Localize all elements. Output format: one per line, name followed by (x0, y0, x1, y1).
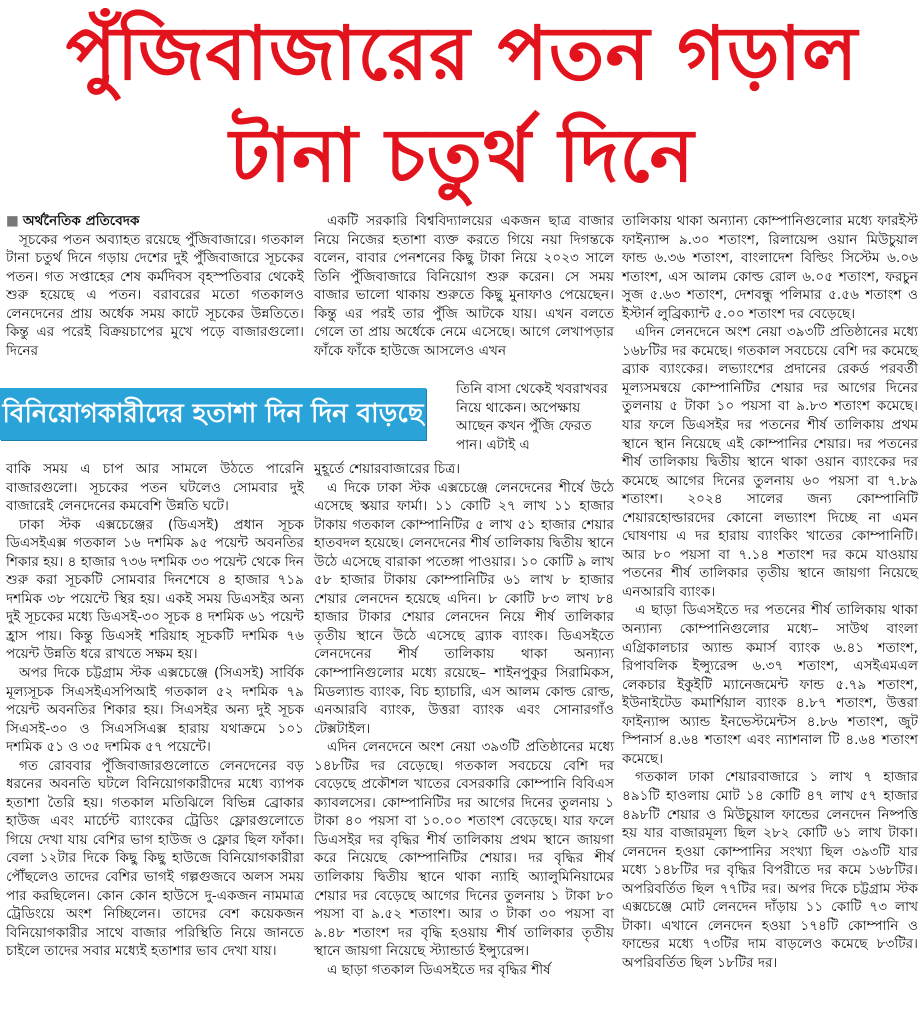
paragraph: অপর দিকে চট্টগ্রাম স্টক এক্সচেঞ্জে (সিএসই) সার্বিক মূল্যসূচক সিএসইএসপিআই গতকাল ৫২ দশমিক ৭৯ পয়েন্ট অবনতির শিকার হয়। সিএসইর অন্য দুই সূচক সিএসই-৩০ ও সিএসসিএক্স হারায় যথাক্রমে ১০১ দশমিক ৫১ ও ৩৫ দশমিক ৫৭ পয়েন্টে। (6, 665, 304, 756)
paragraph: গতকাল ঢাকা শেয়ারবাজারে ১ লাখ ৭ হাজার ৪৯১টি হাওলায় মোট ১৪ কোটি ৪৭ লাখ ৫৭ হাজার ৪৯৮টি শেয়ার ও মিউচুয়াল ফান্ডের লেনদেন নিষ্পত্তি হয় যার বাজারমূল্য ছিল ২৮২ কোটি ৬১ লাখ টাকা। লেনদেন হওয়া কোম্পানির সংখ্যা ছিল ৩৯৩টি যার মধ্যে ১৪৮টির দর বৃদ্ধির বিপরীতে দর কমে ১৬৮টির। অপরিবর্তিত ছিল ৭৭টির দর। অপর দিকে চট্টগ্রাম স্টক এক্সচেঞ্জে মোট লেনদেন দাঁড়ায় ১১ কোটি ৭৩ লাখ টাকা। এখানে লেনদেন হওয়া ১৭৪টি কোম্পানি ও ফান্ডের মধ্যে ৭৩টির দাম বাড়লেও কমেছে ৮৩টির। অপরিবর্তিত ছিল ১৮টির দর। (622, 769, 918, 971)
byline (6, 212, 304, 231)
paragraph: বাকি সময় এ চাপ আর সামলে উঠতে পারেনি বাজারগুলো। সূচকের পতন ঘটলেও সোমবার দুই বাজারেই লেনদেনের কমবেশি উন্নতি ঘটে। (6, 461, 304, 515)
paragraph: মুহূর্তে শেয়ারবাজারের চিত্র। (314, 461, 461, 477)
column-2-top (314, 212, 614, 360)
column-3 (622, 212, 918, 972)
byline-text: অর্থনৈতিক প্রতিবেদক (22, 213, 140, 229)
headline (0, 2, 924, 206)
paragraph: এদিন লেনদেনে অংশ নেয়া ৩৯৩টি প্রতিষ্ঠানের মধ্যে ১৪৮টির দর বেড়েছে। গতকাল সবচেয়ে বেশি দর বেড়েছে প্রকৌশল খাতের বেসরকারি কোম্পানি বিবিএস ক্যাবলসের। কোম্পানিটির দর আগের দিনের তুলনায় ১ টাকা ৪০ পয়সা বা ১০.০০ শতাংশ বেড়েছে। যার ফলে ডিএসইর দর বৃদ্ধির শীর্ষ তালিকায় প্রথম স্থানে জায়গা করে নিয়েছে কোম্পানিটির শেয়ার। দর বৃদ্ধির শীর্ষ তালিকায় দ্বিতীয় স্থানে থাকা ন্যাহি অ্যালুমিনিয়ামের শেয়ার দর বেড়েছে আগের দিনের তুলনায় ১ টাকা ৮০ পয়সা বা ৯.৫২ শতাংশ। আর ৩ টাকা ৩০ পয়সা বা ৯.৪৮ শতাংশ দর বৃদ্ধি হওয়ায় শীর্ষ তালিকার তৃতীয় স্থানে জায়গা নিয়েছে স্ট্যান্ডার্ড ইন্স্যুরেন্স। (314, 739, 614, 960)
callout-banner: বিনিয়োগকারীদের হতাশা দিন দিন বাড়ছে (0, 388, 426, 440)
paragraph: ঢাকা স্টক এক্সচেঞ্জের (ডিএসই) প্রধান সূচক ডিএসইএক্স গতকাল ১৬ দশমিক ৯৫ পয়েন্ট অবনতির শিকার হয়। ৪ হাজার ৭৩৬ দশমিক ৩৩ পয়েন্ট থেকে দিন শুরু করা সূচকটি সোমবার দিনশেষে ৪ হাজার ৭১৯ দশমিক ৩৮ পয়েন্টে স্থির হয়। একই সময় ডিএসইর অন্য দুই সূচকের মধ্যে ডিএসই-৩০ সূচক ৪ দশমিক ৬১ পয়েন্ট হ্রাস পায়। কিন্তু ডিএসই শরিয়াহ সূচকটি দশমিক ৭৬ পয়েন্ট উন্নতি ধরে রাখতে সক্ষম হয়। (6, 516, 304, 663)
paragraph: এ ছাড়া ডিএসইতে দর পতনের শীর্ষ তালিকায় থাকা অন্যান্য কোম্পানিগুলোর মধ্যে– সাউথ বাংলা এগ্রিকালচার অ্যান্ড কমার্স ব্যাংক ৬.৪১ শতাংশ, রিপাবলিক ইন্স্যুরেন্স ৬.৩৭ শতাংশ, এসইএমএল লেকচার ইকুইটি ম্যানেজমেন্ট ফান্ড ৫.৭৯ শতাংশ, ইউনাইটেড কমার্শিয়াল ব্যাংক ৪.৮৭ শতাংশ, উত্তরা ফাইন্যান্স অ্যান্ড ইনভেস্টমেন্টস ৪.৮৬ শতাংশ, জুট স্পিনার্স ৪.৬৪ শতাংশ এবং ন্যাশনাল টি ৪.৬৪ শতাংশ কমেছে। (622, 602, 918, 767)
paragraph: তালিকায় থাকা অন্যান্য কোম্পানিগুলোর মধ্যে ফারইস্ট ফাইন্যান্স ৯.৩০ শতাংশ, রিলায়েন্স ওয়ান মিউচুয়াল ফান্ড ৬.৩৬ শতাংশ, বাংলাদেশ বিল্ডিং সিস্টেম ৬.০৬ শতাংশ, এস আলম কোল্ড রোল ৬.০৫ শতাংশ, ফরচুন সুজ ৫.৬৩ শতাংশ, দেশবন্ধু পলিমার ৫.৫৬ শতাংশ ও ইস্টার্ন লুব্রিক্যান্ট ৫.০০ শতাংশ দর বেড়েছে। (622, 213, 918, 322)
column-2-wrap (456, 380, 614, 454)
column-2-bottom (314, 460, 614, 979)
paragraph: তিনি বাসা থেকেই খবরাখবর নিয়ে থাকেন। অপেক্ষায় আছেন কখন পুঁজি ফেরত পান। এটাই এ (456, 381, 608, 453)
column-1-top (6, 212, 304, 360)
paragraph: সূচকের পতন অব্যাহত রয়েছে পুঁজিবাজারে। গতকাল টানা চতুর্থ দিনে গড়ায় দেশের দুই পুঁজিবাজারে সূচকের পতন। গত সপ্তাহের শেষ কর্মদিবস বৃহস্পতিবার থেকেই শুরু হয়েছে এ পতন। বরাবরের মতো গতকালও লেনদেনের প্রায় অর্ধেক সময় কাটে সূচকের উন্নতিতে। কিন্তু এর পরেই বিক্রয়চাপের মুখে পড়ে বাজারগুলো। দিনের (6, 231, 304, 359)
paragraph: এ দিকে ঢাকা স্টক এক্সচেঞ্জে লেনদেনের শীর্ষে উঠে এসেছে স্কয়ার ফার্মা। ১১ কোটি ২৭ লাখ ১১ হাজার টাকায় গতকাল কোম্পানিটির ৫ লাখ ৫১ হাজার শেয়ার হাতবদল হয়েছে। লেনদেনের শীর্ষ তালিকায় দ্বিতীয় স্থানে উঠে এসেছে বারাকা পতেঙ্গা পাওয়ার। ১০ কোটি ৯ লাখ ৫৮ হাজার টাকায় কোম্পানিটির ৬১ লাখ ৮ হাজার শেয়ার লেনদেন হয়েছে এদিন। ৮ কোটি ৮৩ লাখ ৮৪ হাজার টাকার শেয়ার লেনদেন নিয়ে শীর্ষ তালিকার তৃতীয় স্থানে উঠে এসেছে ব্র্যাক ব্যাংক। ডিএসইতে লেনদেনের শীর্ষ তালিকায় থাকা অন্যান্য কোম্পানিগুলোর মধ্যে রয়েছে– শাইনপুকুর সিরামিকস, মিডল্যান্ড ব্যাংক, বিচ হ্যাচারি, এস আলম কোল্ড রোল্ড, এনআরবি ব্যাংক, উত্তরা ব্যাংক এবং সোনারগাঁও টেক্সটাইল। (314, 479, 614, 737)
headline-line-1: পুঁজিবাজারের পতন গড়াল (65, 11, 859, 97)
paragraph: এদিন লেনদেনে অংশ নেয়া ৩৯৩টি প্রতিষ্ঠানের মধ্যে ১৬৮টির দর কমেছে। গতকাল সবচেয়ে বেশি দর কমেছে ব্র্যাক ব্যাংকের। লভ্যাংশের প্রদানের রেকর্ড পরবর্তী মূল্যসমন্বয়ে কোম্পানিটির শেয়ার দর আগের দিনের তুলনায় ৫ টাকা ১০ পয়সা বা ৯.৮৩ শতাংশ কমেছে। যার ফলে ডিএসইর দর পতনের শীর্ষ তালিকায় প্রথম স্থানে স্থান নিয়েছে এই কোম্পানির শেয়ার। দর পতনের শীর্ষ তালিকায় দ্বিতীয় স্থানে থাকা ওয়ান ব্যাংকের দর কমেছে আগের দিনের তুলনায় ৬০ পয়সা বা ৭.৮৯ শতাংশ। ২০২৪ সালের জন্য কোম্পানিটি শেয়ারহোল্ডারদের কোনো লভ্যাংশ দিচ্ছে না এমন ঘোষণায় এ দর হারায় ব্যাংকিং খাতের কোম্পানিটি। আর ৮০ পয়সা বা ৭.১৪ শতাংশ দর কমে যাওয়ায় পতনের শীর্ষ তালিকার তৃতীয় স্থানে জায়গা নিয়েছে এনআরবি ব্যাংক। (622, 324, 918, 600)
headline-line-2: টানা চতুর্থ দিনে (229, 113, 695, 199)
paragraph: একটি সরকারি বিশ্ববিদ্যালয়ের একজন ছাত্র বাজার নিয়ে নিজের হতাশা ব্যক্ত করতে গিয়ে নয়া দিগন্তকে বলেন, বাবার পেনশনের কিছু টাকা নিয়ে ২০২৩ সালে তিনি পুঁজিবাজারে বিনিয়োগ শুরু করেন। সে সময় বাজার ভালো থাকায় শুরুতে কিছু মুনাফাও পেয়েছেন। কিন্তু এর পরই তার পুঁজি আটকে যায়। এখন বলতে গেলে তা প্রায় অর্ধেকে নেমে এসেছে। আগে লেখাপড়ার ফাঁকে ফাঁকে হাউজে আসলেও এখন (314, 213, 614, 359)
column-1-bottom (6, 460, 304, 961)
bullet-icon: ■ (6, 213, 19, 229)
paragraph: এ ছাড়া গতকাল ডিএসইতে দর বৃদ্ধির শীর্ষ (327, 961, 551, 978)
paragraph: গত রোববার পুঁজিবাজারগুলোতে লেনদেনের বড় ধরনের অবনতি ঘটলে বিনিয়োগকারীদের মধ্যে ব্যাপক হতাশা তৈরি হয়। গতকাল মতিঝিলে বিভিন্ন ব্রোকার হাউজ এবং মার্চেন্ট ব্যাংকের ট্রেডিং ফ্লোরগুলোতে গিয়ে দেখা যায় বেশির ভাগ হাউজ ও ফ্লোর ছিল ফাঁকা। বেলা ১২টার দিকে কিছু কিছু হাউজে বিনিয়োগকারীরা পৌঁছলেও তাদের বেশির ভাগই গল্পগুজবে অলস সময় পার করছিলেন। কোন কোন হাউসে দু-একজন নামমাত্র ট্রেডিংয়ে অংশ নিচ্ছিলেন। তাদের বেশ কয়েকজন বিনিয়োগকারীর সাথে বাজার পরিস্থিতি নিয়ে জানতে চাইলে তাদের সবার মধ্যেই হতাশার ভাব দেখা যায়। (6, 757, 304, 960)
